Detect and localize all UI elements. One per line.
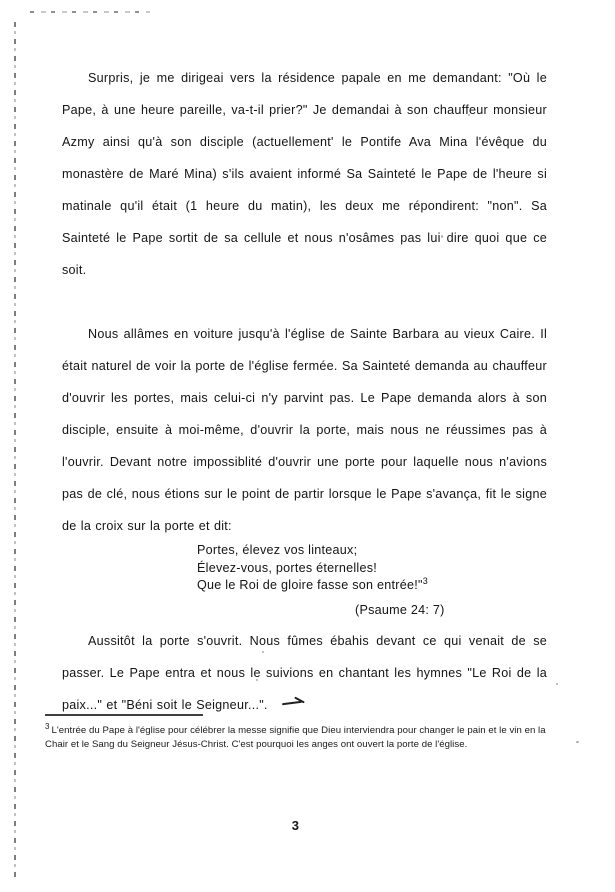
- flourish-ornament-icon: [282, 698, 308, 706]
- scan-speck: [576, 741, 579, 743]
- scan-artifact-left-edge: [14, 22, 16, 878]
- verse-line-3-text: Que le Roi de gloire fasse son entrée!": [197, 578, 423, 592]
- psalm-citation: (Psaume 24: 7): [355, 602, 445, 617]
- scan-artifact-top-edge: [30, 11, 150, 13]
- footnote-body-text: L'entrée du Pape à l'église pour célébrer la messe signifie que Dieu interviendra pour changer le pain et le vin en la Chair et le Sang du Seigneur Jésus-Christ. C'est pourquoi les anges ont ouvert la porte de l'église.: [45, 725, 546, 750]
- document-body: [62, 62, 547, 721]
- paragraph-spacer: [62, 286, 547, 318]
- verse-line-2: Élevez-vous, portes éternelles!: [197, 560, 378, 575]
- footnote-separator-rule: [45, 714, 203, 716]
- paragraph-3-text: Aussitôt la porte s'ouvrit. Nous fûmes ébahis devant ce qui venait de se passer. Le Pape entra et nous le suivions en chantant les hymnes "Le Roi de la paix..." et "Béni soit le Seigneur...".: [62, 633, 547, 712]
- paragraph-3: [62, 625, 547, 721]
- paragraph-2: Nous allâmes en voiture jusqu'à l'église de Sainte Barbara au vieux Caire. Il était naturel de voir la porte de l'église fermée. Sa Sainteté demanda au chauffeur d'ouvrir les portes, mais celui-ci n'y parvint pas. Le Pape demanda alors à son disciple, ensuite à moi-même, d'ouvrir la porte, mais nous ne réussimes pas à l'ouvrir. Devant notre impossiblité d'ouvrir une porte pour laquelle nous n'avions pas de clé, nous étions sur le point de partir lorsque le Pape s'avança, fit le signe de la croix sur la porte et dit:: [62, 327, 547, 533]
- verse-line-1: Portes, élevez vos linteaux;: [197, 543, 358, 557]
- footnote-area: [45, 714, 555, 751]
- footnote-entry: [45, 721, 555, 751]
- page-number: 3: [291, 818, 300, 833]
- verse-quotation: [62, 542, 547, 595]
- footnote-number: 3: [45, 721, 50, 731]
- footnote-reference-marker: 3: [422, 575, 428, 586]
- verse-line-3: [197, 577, 547, 595]
- scan-speck: [556, 683, 558, 685]
- paragraph-1: Surpris, je me dirigeai vers la résidence papale en me demandant: "Où le Pape, à une heure pareille, va-t-il prier?" Je demandai à son chauffeur monsieur Azmy ainsi qu'à son disciple (actuellement' le Pontife Ava Mina l'évêque du monastère de Maré Mina) s'ils avaient informé Sa Sainteté le Pape de l'heure si matinale qu'il était (1 heure du matin), les deux me répondirent: "non". Sa Sainteté le Pape sortit de sa cellule et nous n'osâmes pas lui dire quoi que ce soit.: [62, 71, 547, 277]
